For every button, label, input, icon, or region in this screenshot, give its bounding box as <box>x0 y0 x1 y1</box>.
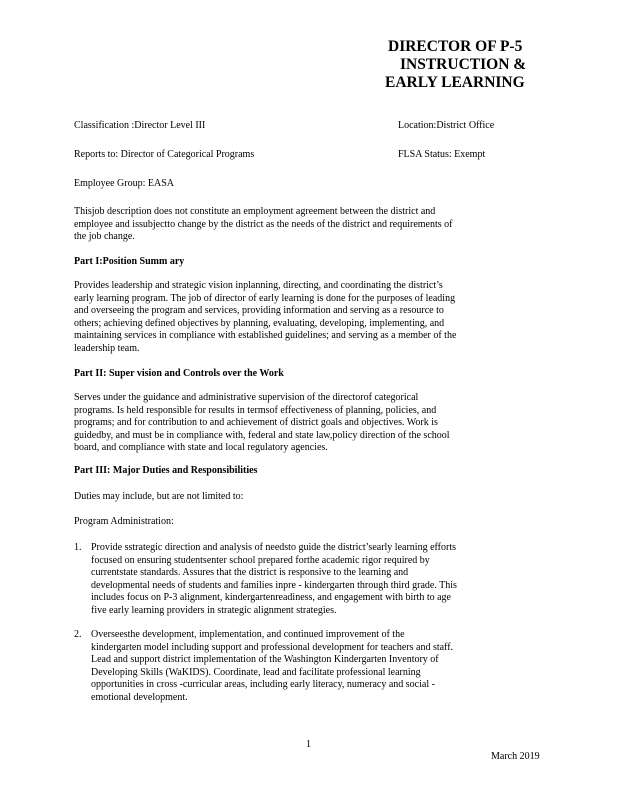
part2-line: board, and compliance with state and local regulatory agencies. <box>74 442 328 454</box>
program-administration-label: Program Administration: <box>74 516 174 527</box>
part1-line: and overseeing the program and services, providing information and serving as a resource to <box>74 305 444 317</box>
page-number: 1 <box>306 739 311 750</box>
part2-heading: Part II: Super vision and Controls over the Work <box>74 368 284 379</box>
duty-number: 2. <box>74 629 82 640</box>
location-text: Location:District Office <box>398 120 495 131</box>
duty-line: kindergarten model including support and professional development for teachers and staff. <box>91 641 454 653</box>
title-line-1: DIRECTOR OF P-5 <box>388 38 523 55</box>
duty-line: Lead and support district implementation of the Washington Kindergarten Inventory of <box>91 654 439 666</box>
part1-line: leadership team. <box>74 342 140 354</box>
part1-line: Provides leadership and strategic vision inplanning, directing, and coordinating the district’s <box>74 280 443 291</box>
intro-paragraph <box>74 206 544 244</box>
part1-heading: Part I:Position Summ ary <box>74 256 185 267</box>
part2-line: Serves under the guidance and administrative supervision of the directorof categorical <box>74 392 419 403</box>
intro-line: employee and issubjectto change by the district as the needs of the district and requirements of <box>74 218 453 230</box>
duty-item <box>74 629 544 707</box>
document-title <box>384 38 559 92</box>
part2-line: programs. Is held responsible for results in termsof effectiveness of planning, policies, and <box>74 404 437 416</box>
duty-line: five early learning providers in strategic alignment strategies. <box>91 604 337 616</box>
duty-line: developmental needs of students and families inpre - kindergarten through third grade. This <box>91 579 457 591</box>
part2-line: guidedby, and must be in compliance with, federal and state law,policy direction of the school <box>74 429 450 441</box>
title-line-2: INSTRUCTION & <box>400 56 527 73</box>
flsa-status-text: FLSA Status: Exempt <box>398 149 486 160</box>
duty-line: Provide sstrategic direction and analysis of needsto guide the district’searly learning efforts <box>91 542 456 553</box>
duty-line: currentstate standards. Assures that the district is responsive to the learning and <box>91 567 409 579</box>
part1-line: maintaining services in compliance with established guidelines; and serving as a member of the <box>74 330 457 342</box>
duty-text <box>91 629 453 705</box>
intro-line: Thisjob description does not constitute an employment agreement between the district and <box>74 206 436 217</box>
duty-line: Overseesthe development, implementation, and continued improvement of the <box>91 629 405 640</box>
classification-text: Classification :Director Level III <box>74 120 206 131</box>
footer-date: March 2019 <box>491 751 540 762</box>
employee-group-text: Employee Group: EASA <box>74 178 174 189</box>
duty-line: includes focus on P-3 alignment, kindergartenreadiness, and engagement with birth to age <box>91 592 451 604</box>
part2-line: programs; and for contribution to and achievement of district goals and objectives. Work is <box>74 417 438 429</box>
duty-item <box>74 542 544 620</box>
part3-heading: Part III: Major Duties and Responsibilities <box>74 465 258 476</box>
part1-line: early learning program. The job of director of early learning is done for the purposes of leading <box>74 292 456 304</box>
duty-line: opportunities in cross -curricular areas, including early literacy, numeracy and social - <box>91 679 435 691</box>
duty-line: focused on ensuring studentsenter school prepared forthe academic rigor required by <box>91 554 430 566</box>
part1-paragraph <box>74 280 544 356</box>
duty-line: emotional development. <box>91 691 188 703</box>
duty-text <box>91 542 457 618</box>
intro-line: the job change. <box>74 231 135 243</box>
part1-line: others; achieving defined objectives by planning, evaluating, developing, implementing, and <box>74 317 445 329</box>
duty-line: Developing Skills (WaKIDS). Coordinate, lead and facilitate professional learning <box>91 666 421 678</box>
title-line-3: EARLY LEARNING <box>385 74 525 91</box>
reports-to-text: Reports to: Director of Categorical Programs <box>74 149 255 160</box>
duties-intro-text: Duties may include, but are not limited to: <box>74 491 244 502</box>
duty-number: 1. <box>74 542 82 553</box>
part2-paragraph <box>74 392 544 455</box>
